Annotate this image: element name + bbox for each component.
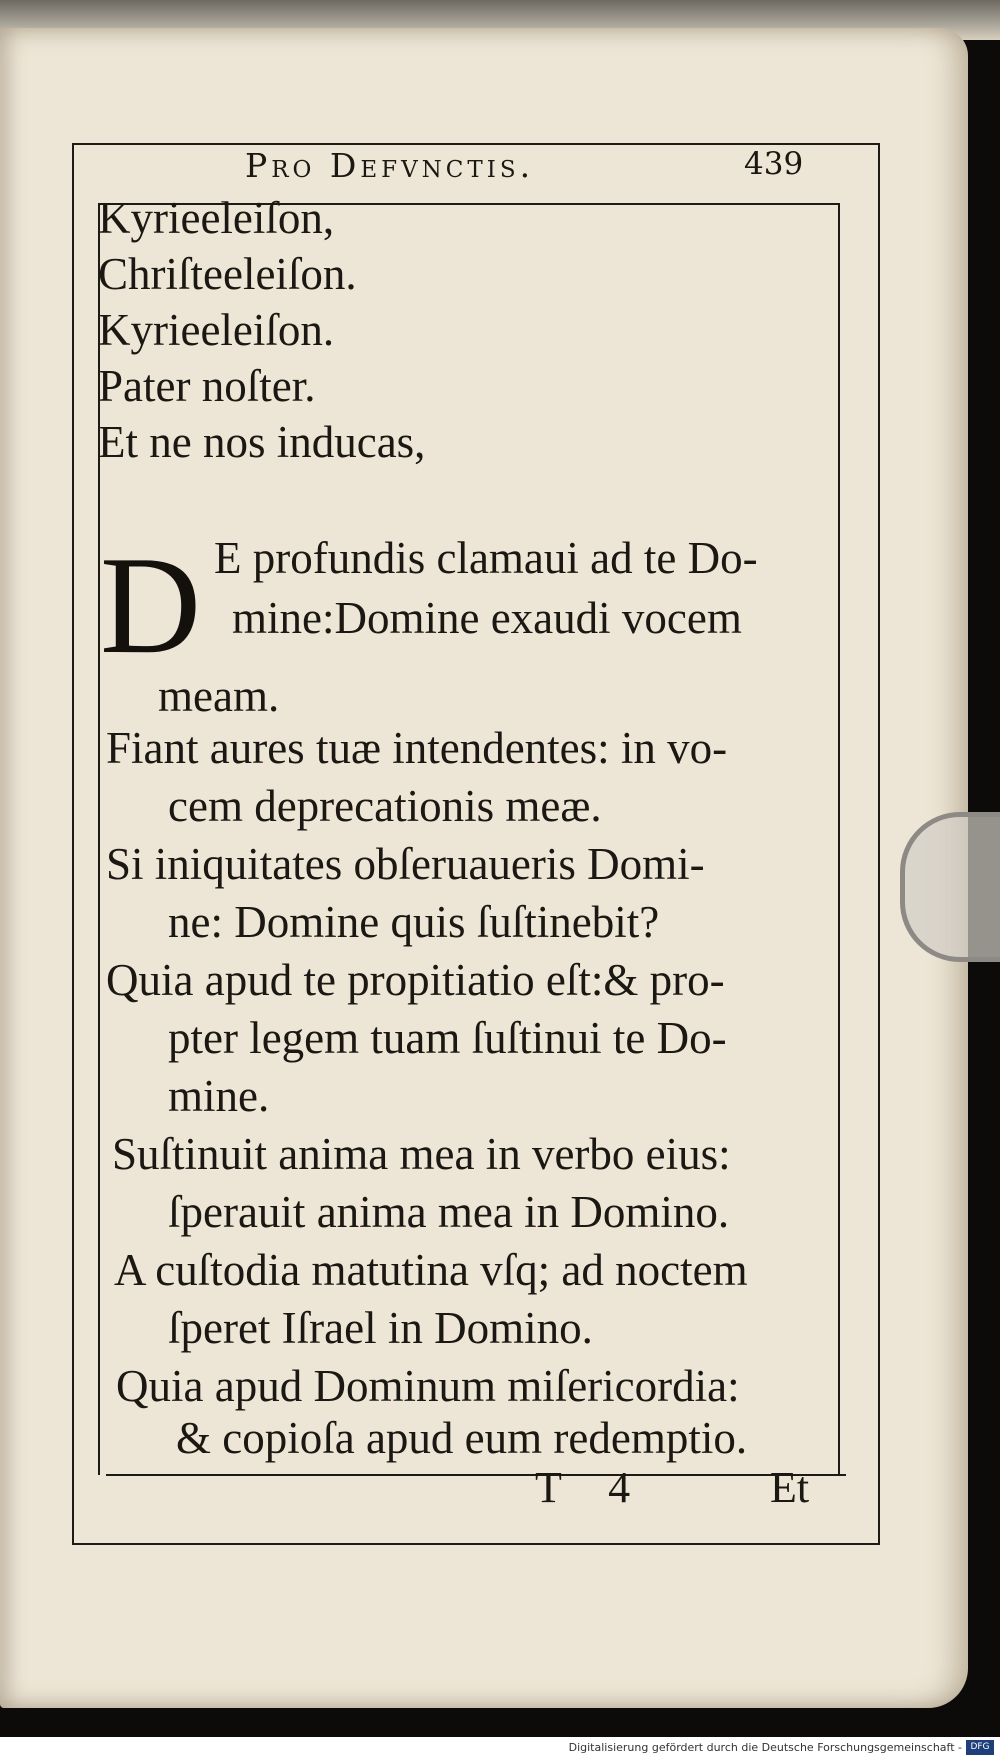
text-line: Et ne nos inducas, [98, 417, 426, 467]
page-clip [900, 812, 1000, 962]
text-line: meam. [158, 671, 280, 721]
signature-mark: T 4 [535, 1463, 649, 1512]
text-line: Fiant aures tuæ intendentes: in vo- [106, 723, 728, 773]
text-line: Suſtinuit anima mea in verbo eius: [112, 1129, 731, 1179]
text-line: Quia apud Dominum miſericordia: [116, 1361, 740, 1411]
dfg-logo: DFG [966, 1740, 994, 1755]
text-line: ſperauit anima mea in Domino. [168, 1187, 730, 1237]
text-line: mine. [168, 1071, 270, 1121]
drop-cap-initial: D [100, 528, 202, 683]
text-line: mine:Domine exaudi vocem [232, 593, 742, 643]
inner-frame-bottom-rule [106, 1474, 846, 1476]
text-line: Pater noſter. [98, 361, 316, 411]
text-line: E profundis clamaui ad te Do- [214, 533, 758, 583]
text-line: Quia apud te propitiatio eſt:& pro- [106, 955, 725, 1005]
text-line: Kyrieeleiſon, [98, 193, 335, 243]
text-line: ſperet Iſrael in Domino. [168, 1303, 593, 1353]
catchword: Et [770, 1463, 810, 1512]
text-line: Kyrieeleiſon. [98, 305, 335, 355]
text-line: & copioſa apud eum redemptio. [176, 1413, 748, 1463]
text-line: cem deprecationis meæ. [168, 781, 602, 831]
page-number: 439 [744, 146, 804, 182]
digitization-credit: Digitalisierung gefördert durch die Deutsche Forschungsgemeinschaft - [568, 1741, 962, 1754]
running-head: Pro Defvnctis. [245, 146, 535, 185]
text-line: Chriſteeleiſon. [98, 249, 357, 299]
text-line: A cuſtodia matutina vſq; ad noctem [114, 1245, 748, 1295]
text-line: ne: Domine quis ſuſtinebit? [168, 897, 660, 947]
text-line: pter legem tuam ſuſtinui te Do- [168, 1013, 727, 1063]
text-line: Si iniquitates obſeruaueris Domi- [106, 839, 705, 889]
